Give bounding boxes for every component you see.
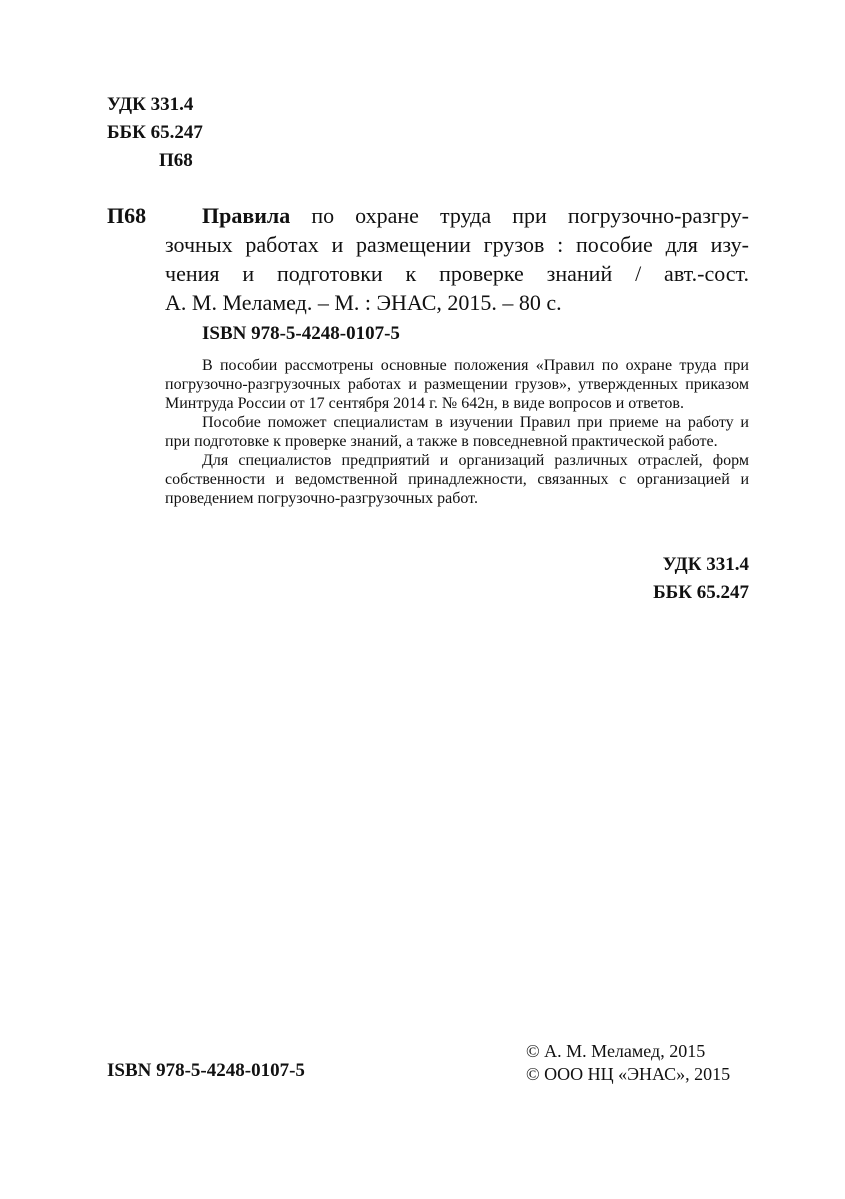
udk-code: УДК 331.4 [107, 94, 194, 115]
classification-codes-right [653, 551, 749, 607]
biblio-line-1-rest: по охране труда при погрузочно-разгру- [290, 203, 749, 228]
annotation-paragraph: Пособие поможет специалистам в изучении Правил при приеме на работу и при подготовке к проверке знаний, а также в повседневной практической работе. [165, 414, 749, 450]
biblio-line-2: зочных работах и размещении грузов : пособие для изу- [165, 232, 749, 257]
copyright-block [526, 1040, 730, 1086]
bbk-code-right: ББК 65.247 [653, 582, 749, 603]
bbk-code: ББК 65.247 [107, 122, 203, 143]
isbn-main: ISBN 978-5-4248-0107-5 [202, 323, 400, 344]
author-mark: П68 [159, 150, 193, 171]
udk-code-right: УДК 331.4 [662, 554, 749, 575]
annotation-paragraph: В пособии рассмотрены основные положения «Правил по охране труда при погрузочно-разгрузочных работах и размещении грузов», утвержденных приказом Минтруда России от 17 сентября 2014 г. № 642н, в виде вопросов и ответов. [165, 357, 749, 412]
biblio-line-3: чения и подготовки к проверке знаний / авт.-сост. [165, 261, 749, 286]
biblio-line-1 [107, 201, 749, 230]
bibliographic-record [107, 201, 749, 317]
annotation [165, 356, 749, 508]
biblio-line-4: А. М. Меламед. – М. : ЭНАС, 2015. – 80 с. [165, 290, 562, 315]
isbn-bottom: ISBN 978-5-4248-0107-5 [107, 1060, 305, 1081]
biblio-author-mark: П68 [107, 203, 147, 228]
classification-codes-top [107, 91, 203, 175]
copyright-author: © А. М. Меламед, 2015 [526, 1041, 706, 1061]
copyright-publisher: © ООО НЦ «ЭНАС», 2015 [526, 1064, 731, 1084]
biblio-title: Правила [202, 203, 291, 228]
annotation-paragraph: Для специалистов предприятий и организаций различных отраслей, форм собственности и ведомственной принадлежности, связанных с организацией и проведением погрузочно-разгрузочных работ. [165, 452, 749, 507]
